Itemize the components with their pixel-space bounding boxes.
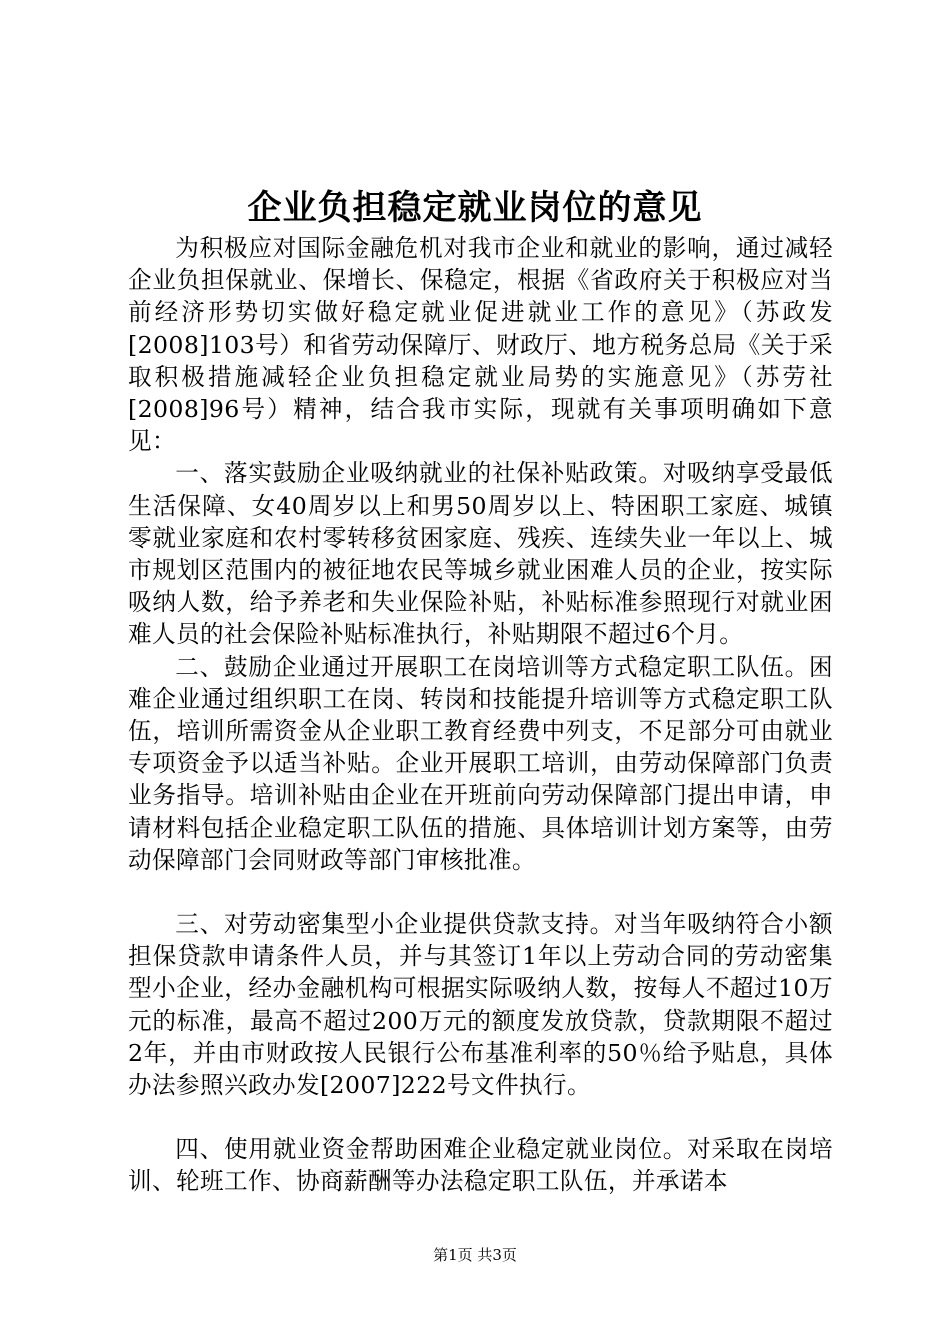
paragraph-item-2: 二、鼓励企业通过开展职工在岗培训等方式稳定职工队伍。困难企业通过组织职工在岗、转岗和技能提升培训等方式稳定职工队伍，培训所需资金从企业职工教育经费中列支，不足部分可由就业专项资金予以适当补贴。企业开展职工培训，由劳动保障部门负责业务指导。培训补贴由企业在开班前向劳动保障部门提出申请，申请材料包括企业稳定职工队伍的措施、具体培训计划方案等，由劳动保障部门会同财政等部门审核批准。 [128,652,833,874]
paragraph-intro: 为积极应对国际金融危机对我市企业和就业的影响，通过减轻企业负担保就业、保增长、保稳定，根据《省政府关于积极应对当前经济形势切实做好稳定就业促进就业工作的意见》（苏政发[2008]103号）和省劳动保障厅、财政厅、地方税务总局《关于采取积极措施减轻企业负担稳定就业局势的实施意见》（苏劳社[2008]96号）精神，结合我市实际，现就有关事项明确如下意见： [128,234,833,456]
paragraph-item-4: 四、使用就业资金帮助困难企业稳定就业岗位。对采取在岗培训、轮班工作、协商薪酬等办法稳定职工队伍，并承诺本 [128,1135,833,1196]
document-title: 企业负担稳定就业岗位的意见 [247,188,703,228]
document-body [128,232,833,1198]
paragraph-item-1: 一、落实鼓励企业吸纳就业的社保补贴政策。对吸纳享受最低生活保障、女40周岁以上和男50周岁以上、特困职工家庭、城镇零就业家庭和农村零转移贫困家庭、残疾、连续失业一年以上、城市规划区范围内的被征地农民等城乡就业困难人员的企业，按实际吸纳人数，给予养老和失业保险补贴，补贴标准参照现行对就业困难人员的社会保险补贴标准执行，补贴期限不超过6个月。 [128,459,833,649]
page-number-footer: 第1页 共3页 [433,1246,517,1264]
paragraph-item-3: 三、对劳动密集型小企业提供贷款支持。对当年吸纳符合小额担保贷款申请条件人员，并与其签订1年以上劳动合同的劳动密集型小企业，经办金融机构可根据实际吸纳人数，按每人不超过10万元的标准，最高不超过200万元的额度发放贷款，贷款期限不超过2年，并由市财政按人民银行公布基准利率的50％给予贴息，具体办法参照兴政办发[2007]222号文件执行。 [128,910,833,1100]
